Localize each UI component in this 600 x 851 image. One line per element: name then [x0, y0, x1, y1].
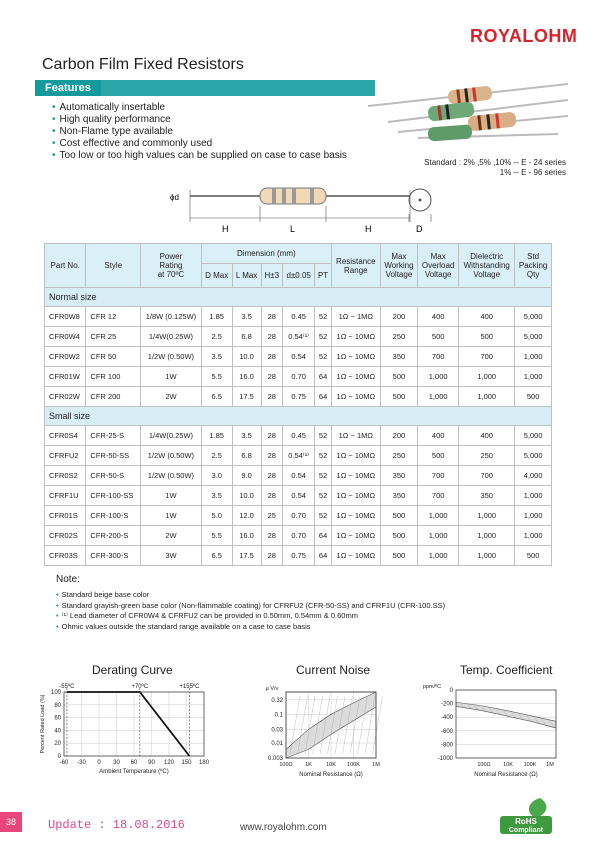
table-cell: 0.45: [283, 426, 315, 446]
x-axis-label: Ambient Temperature (ºC): [99, 769, 169, 775]
derating-line: [67, 692, 190, 756]
x-tick-label: 10K: [503, 762, 513, 768]
table-cell: CFR0W2: [45, 347, 86, 367]
header-d-max: D Max: [201, 264, 232, 288]
table-cell: 1,000: [459, 367, 515, 387]
table-row: [45, 506, 552, 526]
table-cell: CFR0W8: [45, 307, 86, 327]
table-cell: 250: [380, 327, 417, 347]
y-tick-label: 40: [54, 728, 61, 735]
table-cell: 52: [315, 446, 332, 466]
table-cell: 28: [261, 426, 282, 446]
x-tick-label: -30: [77, 760, 86, 766]
table-cell: 28: [261, 546, 282, 566]
x-tick-label: 30: [113, 760, 120, 766]
table-cell: 1,000: [459, 546, 515, 566]
table-cell: 1.85: [201, 307, 232, 327]
table-cell: 1/4W(0.25W): [141, 426, 202, 446]
table-cell: 500: [380, 546, 417, 566]
table-cell: 1/4W(0.25W): [141, 327, 202, 347]
d-label: D: [416, 224, 423, 234]
x-tick-label: 180: [198, 760, 210, 766]
h-label: H: [365, 224, 372, 234]
x-tick-label: 0: [97, 760, 101, 766]
table-cell: 0.54: [283, 486, 315, 506]
table-cell: 10.0: [232, 347, 261, 367]
features-list: [52, 102, 347, 162]
table-cell: 200: [380, 307, 417, 327]
table-cell: 52: [315, 307, 332, 327]
header-max-overload: Max Overload Voltage: [418, 244, 459, 288]
y-tick-label: 0: [57, 754, 61, 760]
table-cell: CFR02W: [45, 387, 86, 407]
resistor-photo: [368, 76, 568, 148]
table-cell: 6.5: [201, 387, 232, 407]
table-cell: 1Ω ~ 10MΩ: [331, 466, 380, 486]
table-cell: 64: [315, 367, 332, 387]
table-cell: 1Ω ~ 10MΩ: [331, 486, 380, 506]
table-cell: 1Ω ~ 1MΩ: [331, 307, 380, 327]
note-item: • ⁽¹⁾ Lead diameter of CFR0W4 & CFRFU2 can be provided in 0.50mm, 0.54mm & 0.60mm: [56, 611, 445, 622]
x-tick-label: 60: [130, 760, 138, 766]
table-cell: 3.5: [232, 307, 261, 327]
table-cell: 2.5: [201, 446, 232, 466]
feature-item: • Too low or too high values can be supplied on case to case basis: [52, 150, 347, 162]
table-row: [45, 486, 552, 506]
table-cell: 1,000: [515, 506, 552, 526]
table-cell: 0.45: [283, 307, 315, 327]
features-label: Features: [35, 80, 101, 96]
table-cell: 700: [418, 466, 459, 486]
table-cell: CFR 200: [86, 387, 141, 407]
table-cell: 1W: [141, 506, 202, 526]
update-date: Update : 18.08.2016: [48, 818, 185, 832]
table-cell: 700: [418, 347, 459, 367]
y-tick-label: -1000: [437, 756, 453, 762]
table-cell: 52: [315, 347, 332, 367]
table-cell: CFRFU2: [45, 446, 86, 466]
y-tick-label: -200: [440, 701, 453, 708]
table-row: [45, 546, 552, 566]
table-cell: 0.70: [283, 526, 315, 546]
table-cell: 10.0: [232, 486, 261, 506]
section-normal-size: Normal size: [45, 288, 552, 307]
x-tick-label: 90: [148, 760, 155, 766]
table-cell: 1Ω ~ 10MΩ: [331, 327, 380, 347]
header-part-no: Part No.: [45, 244, 86, 288]
table-cell: 500: [515, 387, 552, 407]
table-cell: CFR 12: [86, 307, 141, 327]
table-cell: 52: [315, 506, 332, 526]
table-cell: 400: [418, 426, 459, 446]
table-cell: CFR0W4: [45, 327, 86, 347]
header-d: d±0.05: [283, 264, 315, 288]
table-cell: 28: [261, 387, 282, 407]
table-row: [45, 426, 552, 446]
dimension-diagram: [160, 182, 460, 238]
annotation-label: +155ºC: [179, 684, 200, 690]
y-tick-label: 100: [50, 690, 61, 696]
note-item: • Standard beige base color: [56, 590, 445, 601]
header-l-max: L Max: [232, 264, 261, 288]
table-cell: CFR-50-SS: [86, 446, 141, 466]
table-cell: 1,000: [515, 486, 552, 506]
table-cell: 2W: [141, 526, 202, 546]
table-cell: CFR03S: [45, 546, 86, 566]
table-cell: 700: [459, 466, 515, 486]
table-cell: 5,000: [515, 446, 552, 466]
table-cell: 1,000: [418, 526, 459, 546]
temp-coefficient-title: Temp. Coefficient: [460, 663, 553, 677]
table-cell: 1/2W (0.50W): [141, 347, 202, 367]
x-axis-label: Nominal Resistance (Ω): [474, 772, 538, 778]
note-item: • Ohmic values outside the standard range available on a case to case basis: [56, 622, 445, 633]
tempco-band: [456, 702, 556, 728]
y-tick-label: -400: [440, 715, 453, 722]
table-cell: CFRF1U: [45, 486, 86, 506]
table-cell: 5.5: [201, 526, 232, 546]
x-tick-label: 1K: [305, 762, 312, 768]
table-cell: 28: [261, 526, 282, 546]
table-cell: CFR-25-S: [86, 426, 141, 446]
x-tick-label: 100Ω: [279, 762, 293, 768]
table-cell: 25: [261, 506, 282, 526]
table-cell: 28: [261, 327, 282, 347]
table-cell: 400: [459, 426, 515, 446]
table-cell: 52: [315, 327, 332, 347]
table-cell: CFR-100-S: [86, 506, 141, 526]
table-cell: 1,000: [418, 367, 459, 387]
table-cell: 1,000: [418, 506, 459, 526]
table-cell: 350: [459, 486, 515, 506]
table-cell: CFR 100: [86, 367, 141, 387]
table-cell: 0.54⁽¹⁾: [283, 327, 315, 347]
table-cell: 3.5: [232, 426, 261, 446]
table-cell: 0.70: [283, 506, 315, 526]
table-cell: 5,000: [515, 426, 552, 446]
brand-logo: ROYALOHM: [470, 26, 578, 46]
x-tick-label: 10K: [326, 762, 336, 768]
table-cell: 64: [315, 387, 332, 407]
header-std-packing: Std Packing Qty: [515, 244, 552, 288]
x-axis-label: Nominal Resistance (Ω): [299, 772, 363, 778]
table-cell: CFR-300-S: [86, 546, 141, 566]
x-tick-label: 120: [163, 760, 175, 766]
table-cell: 1Ω ~ 10MΩ: [331, 367, 380, 387]
table-cell: 17.5: [232, 546, 261, 566]
table-cell: 16.0: [232, 367, 261, 387]
annotation-label: +70ºC: [131, 684, 149, 690]
table-cell: 500: [380, 367, 417, 387]
header-pt: PT: [315, 264, 332, 288]
header-resistance: Resistance Range: [331, 244, 380, 288]
table-cell: 350: [380, 347, 417, 367]
table-row: [45, 307, 552, 327]
table-cell: CFR-50-S: [86, 466, 141, 486]
table-cell: 5.0: [201, 506, 232, 526]
table-cell: 250: [459, 446, 515, 466]
table-cell: 500: [418, 327, 459, 347]
table-cell: CFR0S2: [45, 466, 86, 486]
y-tick-label: -800: [440, 742, 453, 749]
table-cell: 3.5: [201, 486, 232, 506]
table-cell: CFR01S: [45, 506, 86, 526]
table-cell: 9.0: [232, 466, 261, 486]
l-label: L: [290, 224, 296, 234]
table-cell: 64: [315, 526, 332, 546]
table-cell: 250: [380, 446, 417, 466]
table-cell: 500: [459, 327, 515, 347]
table-cell: 28: [261, 307, 282, 327]
table-cell: 500: [515, 546, 552, 566]
phi-d-label: ϕd: [170, 193, 179, 202]
table-row: [45, 446, 552, 466]
table-cell: CFR02S: [45, 526, 86, 546]
table-cell: 6.8: [232, 327, 261, 347]
table-row: [45, 387, 552, 407]
table-cell: CFR-200-S: [86, 526, 141, 546]
website-link[interactable]: www.royalohm.com: [240, 822, 327, 833]
table-cell: 5.5: [201, 367, 232, 387]
table-cell: 1Ω ~ 10MΩ: [331, 387, 380, 407]
table-cell: 5,000: [515, 307, 552, 327]
table-cell: 12.0: [232, 506, 261, 526]
notes-list: [56, 590, 445, 632]
feature-item: • Automatically insertable: [52, 102, 347, 114]
table-cell: 1W: [141, 486, 202, 506]
table-cell: 1,000: [459, 506, 515, 526]
table-cell: 2W: [141, 387, 202, 407]
table-cell: CFR 50: [86, 347, 141, 367]
table-cell: 1Ω ~ 10MΩ: [331, 347, 380, 367]
table-cell: 6.8: [232, 446, 261, 466]
table-cell: 1,000: [515, 367, 552, 387]
table-cell: CFR 25: [86, 327, 141, 347]
note-item: • Standard grayish-green base color (Non-flammable coating) for CFRFU2 (CFR-50-SS) and CFRF1U (CFR-100.SS): [56, 601, 445, 612]
table-row: [45, 526, 552, 546]
table-cell: 3W: [141, 546, 202, 566]
x-tick-label: 100Ω: [477, 762, 491, 768]
table-cell: 1,000: [418, 387, 459, 407]
table-cell: 4,000: [515, 466, 552, 486]
table-cell: 28: [261, 367, 282, 387]
table-row: [45, 347, 552, 367]
table-cell: 1/8W (0.125W): [141, 307, 202, 327]
table-cell: 500: [380, 526, 417, 546]
y-axis-label: ppm/ºC: [422, 684, 442, 690]
table-cell: 6.5: [201, 546, 232, 566]
table-cell: 1,000: [418, 546, 459, 566]
table-cell: 1Ω ~ 10MΩ: [331, 526, 380, 546]
table-cell: 0.75: [283, 387, 315, 407]
table-cell: 500: [380, 387, 417, 407]
spec-table: [44, 243, 552, 566]
table-cell: 1,000: [515, 347, 552, 367]
table-row: [45, 327, 552, 347]
section-small-size: Small size: [45, 407, 552, 426]
table-cell: 500: [380, 506, 417, 526]
table-cell: 0.54: [283, 466, 315, 486]
rohs-compliant-text: Compliant: [508, 827, 544, 834]
standard-series: Standard : 2% ,5% ,10% -- E - 24 series 1% -- E - 96 series: [424, 158, 566, 177]
table-cell: 0.70: [283, 367, 315, 387]
table-cell: 5,000: [515, 327, 552, 347]
header-style: Style: [86, 244, 141, 288]
y-tick-label: 0: [449, 688, 453, 694]
y-tick-label: -600: [440, 728, 453, 735]
header-dielectric: Dielectric Withstanding Voltage: [459, 244, 515, 288]
table-cell: CFR01W: [45, 367, 86, 387]
page-number: 38: [0, 812, 22, 832]
rohs-badge: [496, 796, 556, 836]
table-cell: 52: [315, 426, 332, 446]
table-cell: CFR0S4: [45, 426, 86, 446]
table-cell: 350: [380, 466, 417, 486]
y-tick-label: 20: [54, 741, 61, 748]
temp-coefficient-chart: [420, 680, 570, 786]
table-cell: CFR-100-SS: [86, 486, 141, 506]
rohs-text: RoHS: [515, 817, 537, 826]
table-cell: 1/2W (0.50W): [141, 466, 202, 486]
table-cell: 1Ω ~ 10MΩ: [331, 546, 380, 566]
y-tick-label: 60: [54, 715, 61, 722]
table-cell: 1.85: [201, 426, 232, 446]
table-cell: 1Ω ~ 10MΩ: [331, 506, 380, 526]
table-cell: 28: [261, 486, 282, 506]
table-cell: 1,000: [459, 387, 515, 407]
y-tick-label: 0.03: [271, 727, 283, 734]
y-tick-label: 80: [54, 702, 61, 709]
feature-item: • Non-Flame type available: [52, 126, 347, 138]
y-tick-label: 0.003: [267, 756, 283, 762]
h-label: H: [222, 224, 229, 234]
table-cell: 1Ω ~ 10MΩ: [331, 446, 380, 466]
x-tick-label: 1M: [372, 762, 380, 768]
table-cell: 0.54⁽¹⁾: [283, 446, 315, 466]
table-cell: 28: [261, 446, 282, 466]
page-title: Carbon Film Fixed Resistors: [42, 56, 244, 73]
table-cell: 700: [459, 347, 515, 367]
feature-item: • High quality performance: [52, 114, 347, 126]
x-tick-label: -60: [59, 760, 69, 766]
table-row: [45, 367, 552, 387]
table-cell: 400: [459, 307, 515, 327]
header-h: H±3: [261, 264, 282, 288]
table-cell: 2.5: [201, 327, 232, 347]
feature-item: • Cost effective and commonly used: [52, 138, 347, 150]
header-dimension: Dimension (mm): [201, 244, 331, 264]
table-cell: 1/2W (0.50W): [141, 446, 202, 466]
table-cell: 0.75: [283, 546, 315, 566]
x-tick-label: 1M: [546, 762, 554, 768]
derating-title: Derating Curve: [92, 663, 173, 677]
note-title: Note:: [56, 574, 80, 585]
table-cell: 200: [380, 426, 417, 446]
current-noise-title: Current Noise: [296, 663, 371, 677]
x-tick-label: 100K: [347, 762, 360, 768]
table-cell: 700: [418, 486, 459, 506]
table-cell: 500: [418, 446, 459, 466]
table-cell: 52: [315, 466, 332, 486]
header-max-working: Max Working Voltage: [380, 244, 417, 288]
derating-chart: [36, 680, 220, 786]
y-tick-label: 0.32: [271, 697, 283, 704]
table-cell: 3.5: [201, 347, 232, 367]
y-axis-label: Percent Rated Load (%): [40, 694, 46, 754]
table-cell: 1Ω ~ 1MΩ: [331, 426, 380, 446]
y-axis-label: μ V/v: [265, 686, 279, 692]
x-tick-label: 150: [181, 760, 192, 766]
table-cell: 28: [261, 347, 282, 367]
table-cell: 28: [261, 466, 282, 486]
current-noise-chart: [256, 680, 386, 786]
y-tick-label: 0.01: [271, 741, 283, 748]
header-power: Power Rating at 70ºC: [141, 244, 202, 288]
table-cell: 0.54: [283, 347, 315, 367]
table-cell: 1W: [141, 367, 202, 387]
table-cell: 52: [315, 486, 332, 506]
table-cell: 350: [380, 486, 417, 506]
table-cell: 64: [315, 546, 332, 566]
table-cell: 17.5: [232, 387, 261, 407]
table-cell: 16.0: [232, 526, 261, 546]
x-tick-label: 100K: [523, 762, 537, 768]
table-cell: 1,000: [459, 526, 515, 546]
annotation-label: -55ºC: [59, 684, 75, 690]
table-cell: 1,000: [515, 526, 552, 546]
y-tick-label: 0.1: [274, 712, 283, 719]
table-cell: 400: [418, 307, 459, 327]
table-row: [45, 466, 552, 486]
table-cell: 3.0: [201, 466, 232, 486]
